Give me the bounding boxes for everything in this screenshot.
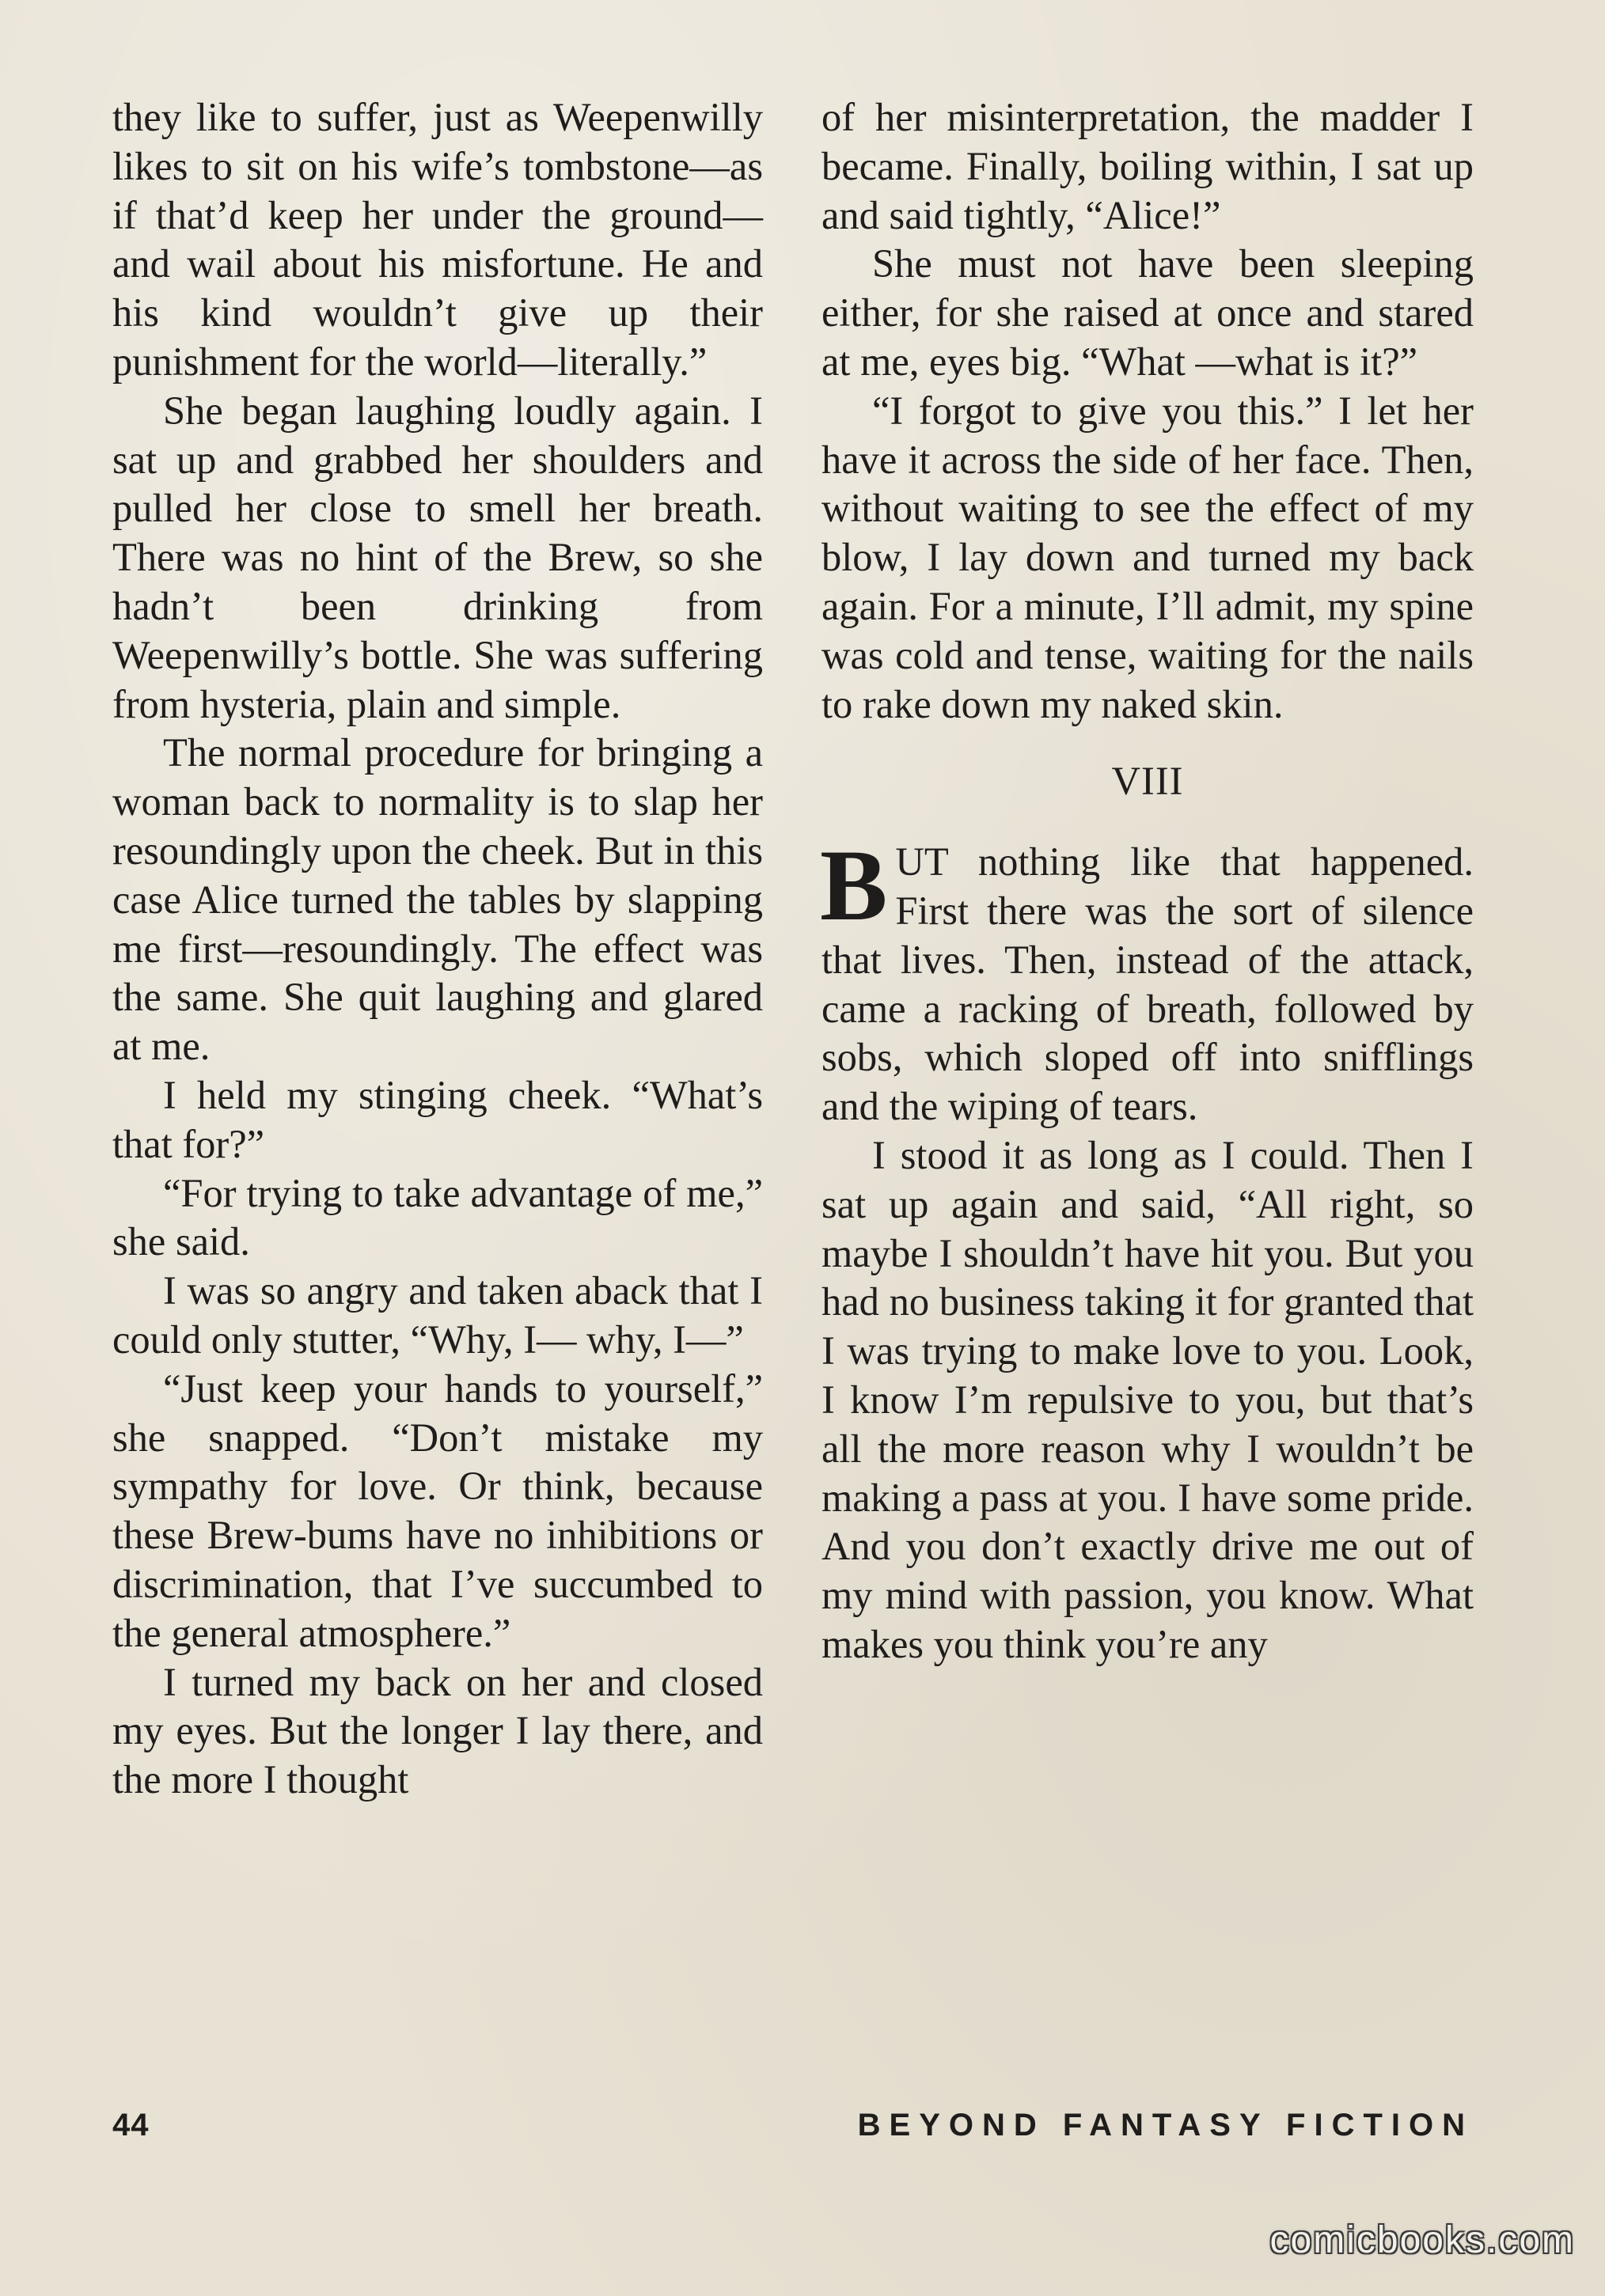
- paragraph: they like to suffer, just as Weepenwilly likes to sit on his wife’s tombstone—as if that’d keep her under the ground—and wail about his misfortune. He and his kind wouldn’t give up their punishment for the world—literally.”: [112, 95, 763, 384]
- paragraph: I was so angry and taken aback that I could only stutter, “Why, I— why, I—”: [112, 1268, 763, 1362]
- chapter-heading: VIII: [1111, 759, 1184, 804]
- drop-cap-letter: B: [820, 829, 888, 942]
- paragraph: I turned my back on her and closed my eyes. But the longer I lay there, and the more I thought: [112, 1659, 763, 1802]
- paragraph: “Just keep your hands to yourself,” she snapped. “Don’t mistake my sympathy for love. Or think, because these Brew-bums have no inhibitions or discrimination, that I’ve succumbed to the general atmosphere.”: [112, 1366, 763, 1655]
- paragraph: The normal procedure for bringing a woman back to normality is to slap her resoundingly upon the cheek. But in this case Alice turned the tables by slapping me first—resoundingly. The effect was the same. She quit laughing and glared at me.: [112, 730, 763, 1069]
- paragraph: She must not have been sleeping either, for she raised at once and stared at me, eyes big. “What —what is it?”: [821, 241, 1474, 384]
- dropcap-paragraph: [820, 829, 1474, 1131]
- paragraph: “For trying to take advantage of me,” she said.: [112, 1170, 763, 1264]
- running-footer-title: BEYOND FANTASY FICTION: [857, 2108, 1474, 2143]
- paragraph: She began laughing loudly again. I sat up and grabbed her shoulders and pulled her close to smell her breath. There was no hint of the Brew, so she hadn’t been drinking from Weepenwilly’s bottle. She was suffering from hysteria, plain and simple.: [112, 388, 763, 726]
- paragraph: I stood it as long as I could. Then I sat up again and said, “All right, so maybe I shouldn’t have hit you. But you had no business taking it for granted that I was trying to make love to you. Look, I know I’m repulsive to you, but that’s all the more reason why I wouldn’t be making a pass at you. I have some pride. And you don’t exactly drive me out of my mind with passion, you know. What makes you think you’re any: [821, 1132, 1474, 1666]
- left-text-column: [112, 93, 763, 1805]
- dropcap-paragraph-text: UT nothing like that happened. First there was the sort of silence that lives. Then, instead of the attack, came a racking of breath, followed by sobs, which sloped off into snifflings and the wiping of tears.: [821, 839, 1474, 1129]
- paragraph: I held my stinging cheek. “What’s that for?”: [112, 1072, 763, 1166]
- paragraph: “I forgot to give you this.” I let her have it across the side of her face. Then, without waiting to see the effect of my blow, I lay down and turned my back again. For a minute, I’ll admit, my spine was cold and tense, waiting for the nails to rake down my naked skin.: [821, 388, 1474, 726]
- paragraph: of her misinterpretation, the madder I became. Finally, boiling within, I sat up and said tightly, “Alice!”: [821, 95, 1474, 237]
- site-watermark: comicbooks.com: [1269, 2219, 1575, 2261]
- page-number: 44: [112, 2108, 150, 2143]
- right-text-column: [821, 93, 1474, 1669]
